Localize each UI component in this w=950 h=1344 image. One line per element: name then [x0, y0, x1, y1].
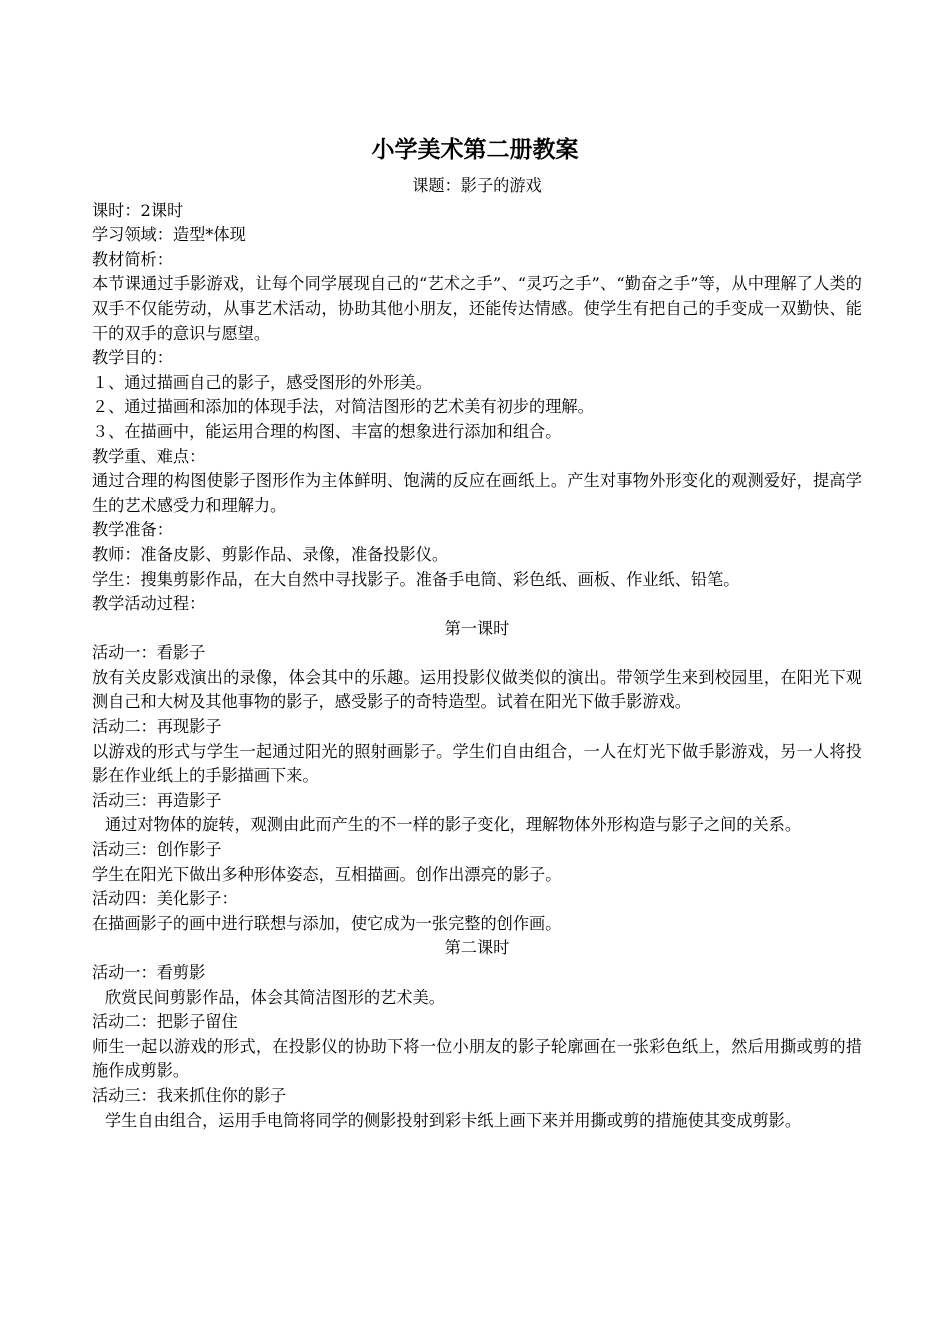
key-points-text: 通过合理的构图使影子图形作为主体鲜明、饱满的反应在画纸上。产生对事物外形变化的观测爱好，提高学生的艺术感受力和理解力。 — [92, 471, 862, 515]
activity-text: 学生在阳光下做出多种形体姿态，互相描画。创作出漂亮的影子。 — [92, 864, 562, 884]
activity-text: 师生一起以游戏的形式，在投影仪的协助下将一位小朋友的影子轮廓画在一张彩色纸上，然后用撕或剪的措施作成剪影。 — [92, 1036, 862, 1081]
activity-title: 活动一：看剪影 — [92, 963, 206, 982]
document-body — [92, 174, 862, 1133]
class-hours: 课时：2课时 — [92, 200, 184, 220]
activity-title: 活动三：再造影子 — [92, 790, 222, 810]
activity-text: 以游戏的形式与学生一起通过阳光的照射画影子。学生们自由组合，一人在灯光下做手影游戏，另一人将投影在作业纸上的手影描画下来。 — [92, 741, 862, 786]
key-points-heading: 教学重、难点： — [92, 446, 206, 466]
activity-text: 学生自由组合，运用手电筒将同学的侧影投射到彩卡纸上画下来并用撕或剪的措施使其变成剪影。 — [104, 1110, 802, 1130]
activity-text: 通过对物体的旋转，观测由此而产生的不一样的影子变化，理解物体外形构造与影子之间的关系。 — [104, 815, 802, 835]
activity-text: 在描画影子的画中进行联想与添加，使它成为一张完整的创作画。 — [92, 913, 562, 933]
activity-title: 活动三：创作影子 — [92, 840, 222, 860]
preparation-teacher: 教师：准备皮影、剪影作品、录像，准备投影仪。 — [92, 544, 449, 564]
session-2-heading: 第二课时 — [444, 938, 510, 958]
goal-item: １、通过描画自己的影子，感受图形的外形美。 — [92, 372, 432, 392]
learning-domain: 学习领域：造型*体现 — [92, 225, 246, 245]
activity-title: 活动三：我来抓住你的影子 — [92, 1085, 287, 1105]
goal-item: ３、在描画中，能运用合理的构图、丰富的想象进行添加和组合。 — [92, 421, 562, 441]
activity-title: 活动一：看影子 — [92, 643, 206, 663]
preparation-student: 学生：搜集剪影作品，在大自然中寻找影子。准备手电筒、彩色纸、画板、作业纸、铅笔。 — [92, 569, 740, 589]
activity-title: 活动二：把影子留住 — [92, 1012, 238, 1032]
activity-text: 欣赏民间剪影作品，体会其简洁图形的艺术美。 — [104, 987, 445, 1007]
activity-text: 放有关皮影戏演出的录像，体会其中的乐趣。运用投影仪做类似的演出。带领学生来到校园里，在阳光下观测自己和大树及其他事物的影子，感受影子的奇特造型。试着在阳光下做手影游戏。 — [92, 667, 862, 712]
analysis-heading: 教材简析： — [92, 249, 173, 269]
process-heading: 教学活动过程： — [92, 594, 206, 614]
activity-title: 活动二：再现影子 — [92, 717, 222, 737]
session-1-heading: 第一课时 — [444, 618, 510, 638]
preparation-heading: 教学准备： — [92, 520, 173, 540]
goals-heading: 教学目的： — [92, 348, 173, 368]
analysis-text: 本节课通过手影游戏，让每个同学展现自己的“艺术之手”、“灵巧之手”、“勤奋之手”等，从中理解了人类的双手不仅能劳动，从事艺术活动，协助其他小朋友，还能传达情感。使学生有把自己的手变成一双勤快、能干的双手的意识与愿望。 — [92, 274, 862, 343]
activity-title: 活动四：美化影子： — [92, 889, 238, 909]
goal-item: ２、通过描画和添加的体现手法，对简洁图形的艺术美有初步的理解。 — [92, 397, 594, 417]
lesson-title: 课题：影子的游戏 — [412, 176, 542, 195]
document-title: 小学美术第二册教案 — [371, 136, 579, 163]
